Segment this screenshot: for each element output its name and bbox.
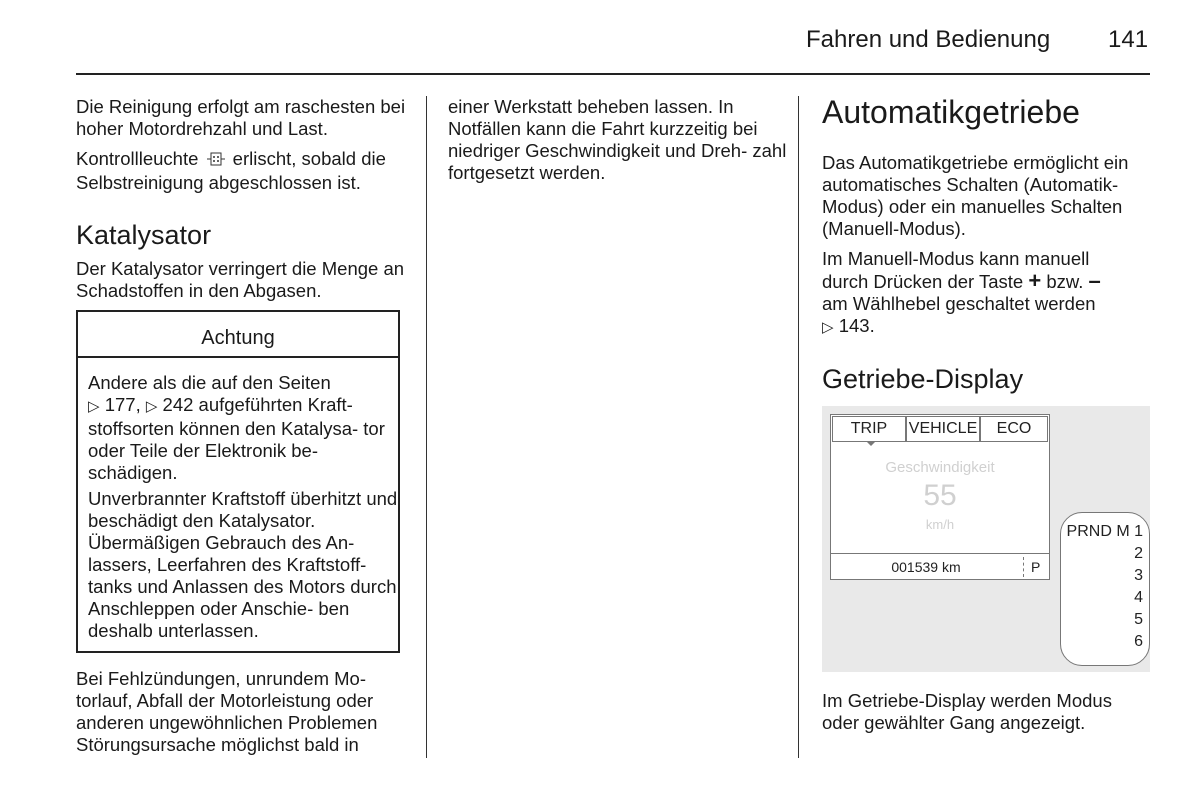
- warning-para-1: Andere als die auf den Seiten ▷ 177, ▷ 242 aufgeführten Kraft- stoffsorten können den Katalysa- tor oder Teile der Elektronik be- schädigen.: [88, 372, 385, 483]
- minus-key-symbol: –: [1088, 268, 1101, 293]
- page-ref-arrow-icon: ▷: [145, 398, 158, 415]
- page-ref-arrow-icon: ▷: [88, 398, 100, 415]
- col3-para-2: Im Manuell-Modus kann manuell durch Drücken der Taste + bzw. – am Wählhebel geschaltet werden ▷ 143.: [822, 248, 1101, 336]
- col1-para-1: Die Reinigung erfolgt am raschesten bei hoher Motordrehzahl und Last.: [76, 96, 406, 139]
- gear-row: PRND M 1: [1066, 523, 1143, 540]
- gear-selector-panel: [1060, 512, 1150, 666]
- col3-para-1: Das Automatikgetriebe ermöglicht ein automatisches Schalten (Automatik- Modus) oder ein manuelles Schalten (Manuell-Modus).: [822, 152, 1129, 239]
- screen-bottom-line: [831, 553, 1049, 554]
- warning-title: Achtung: [78, 312, 398, 358]
- driver-info-screen: [830, 414, 1050, 580]
- page-ref-242[interactable]: 242: [162, 394, 194, 415]
- warning-para-2: Unverbrannter Kraftstoff überhitzt und beschädigt den Katalysator. Übermäßigen Gebrauch des An- lassers, Leerfahren des Kraftstoff- tanks und Anlassen des Motors durch Anschleppen oder Anschie- ben deshalb unterlassen.: [88, 488, 398, 641]
- col1-para-4: Bei Fehlzündungen, unrundem Mo- torlauf, Abfall der Motorleistung oder anderen ungewöhnlichen Problemen Störungsursache möglichst bald in: [76, 668, 378, 755]
- page-ref-143[interactable]: 143: [838, 315, 870, 336]
- screen-separator: [1023, 557, 1024, 577]
- gear-3: 3: [1134, 567, 1143, 584]
- tab-eco: ECO: [980, 416, 1048, 442]
- column-divider-right: [798, 96, 799, 758]
- odometer: 001539 km: [891, 559, 961, 575]
- col3-para-3: Im Getriebe-Display werden Modus oder gewählter Gang angezeigt.: [822, 690, 1112, 733]
- tab-trip: TRIP: [832, 416, 906, 442]
- gear-4: 4: [1134, 589, 1143, 606]
- heading-automatikgetriebe: Automatikgetriebe: [822, 94, 1080, 130]
- column-divider-left: [426, 96, 427, 758]
- col1-para-3: Der Katalysator verringert die Menge an Schadstoffen in den Abgasen.: [76, 258, 405, 301]
- transmission-display-illustration: [822, 406, 1150, 672]
- gear-2: 2: [1134, 545, 1143, 562]
- col1-para-2: [76, 148, 416, 194]
- heading-getriebe-display: Getriebe-Display: [822, 364, 1024, 394]
- gear-indicator: P: [1031, 559, 1041, 575]
- warning-box: [76, 310, 400, 653]
- page-ref-arrow-icon: ▷: [822, 319, 834, 336]
- col2-para-1: einer Werkstatt beheben lassen. In Notfällen kann die Fahrt kurzzeitig bei niedriger Geschwindigkeit und Dreh- zahl fortgesetzt werden.: [448, 96, 787, 183]
- plus-key-symbol: +: [1028, 268, 1042, 293]
- heading-katalysator: Katalysator: [76, 220, 212, 250]
- page-number: 141: [1108, 26, 1149, 53]
- header-title: Fahren und Bedienung: [806, 26, 1051, 53]
- page-ref-177[interactable]: 177: [104, 394, 136, 415]
- gear-5: 5: [1134, 611, 1143, 628]
- header-rule: [76, 73, 1150, 75]
- tab-vehicle: VEHICLE: [906, 416, 980, 442]
- tab-pointer-icon: [867, 442, 875, 446]
- particle-filter-icon: [207, 150, 225, 172]
- speed-value: 55: [923, 479, 957, 512]
- para-2-lead: Kontrollleuchte: [76, 148, 199, 169]
- para-2-tail: erlischt, sobald die Selbstreinigung abgeschlossen ist.: [76, 148, 386, 193]
- gear-6: 6: [1134, 633, 1143, 650]
- speed-label: Geschwindigkeit: [885, 459, 995, 476]
- speed-unit: km/h: [925, 517, 955, 532]
